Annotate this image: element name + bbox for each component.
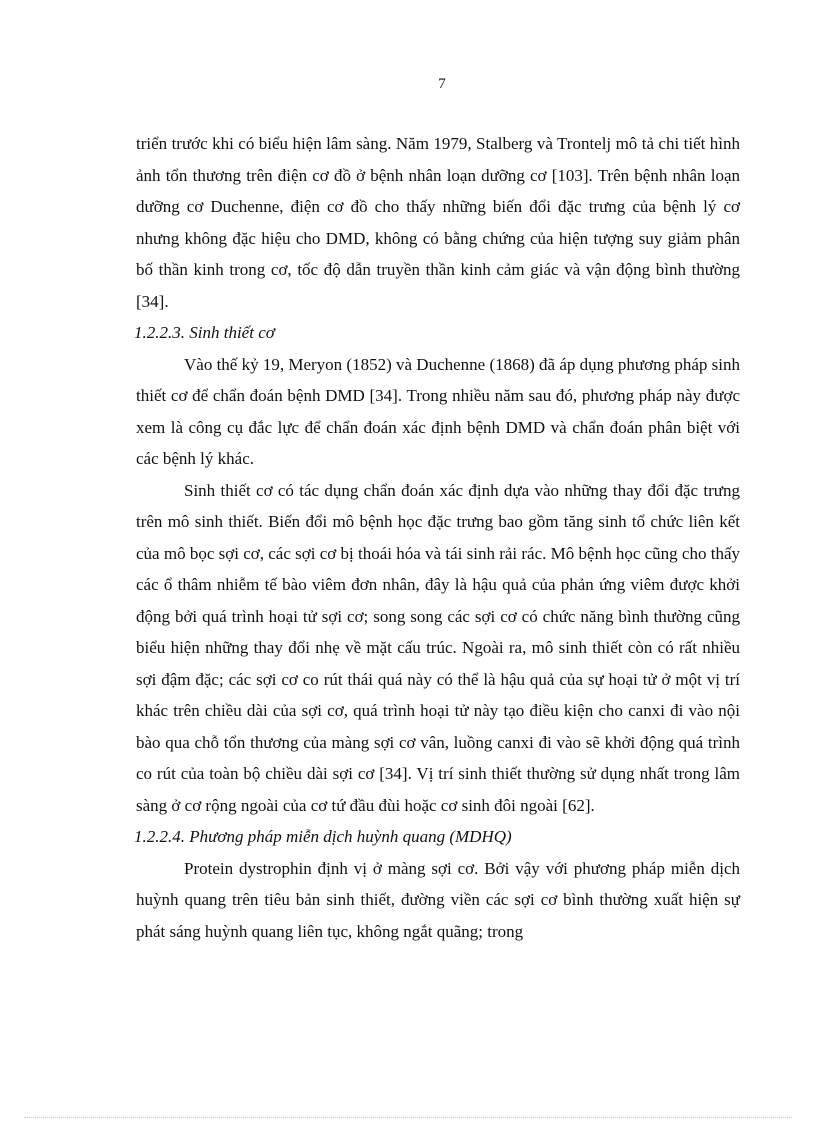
- paragraph-biopsy-history: Vào thế kỷ 19, Meryon (1852) và Duchenne (1868) đã áp dụng phương pháp sinh thiết cơ để chẩn đoán bệnh DMD [34]. Trong nhiều năm sau đó, phương pháp này được xem là công cụ đắc lực để chẩn đoán xác định bệnh DMD và chẩn đoán phân biệt với các bệnh lý khác.: [136, 354, 740, 468]
- heading-immunofluorescence: 1.2.2.4. Phương pháp miễn dịch huỳnh quang (MDHQ): [134, 827, 512, 846]
- heading-muscle-biopsy: 1.2.2.3. Sinh thiết cơ: [134, 323, 275, 342]
- page-number: 7: [438, 76, 446, 92]
- document-body: [136, 128, 740, 947]
- paragraph-emg-findings: triển trước khi có biểu hiện lâm sàng. Năm 1979, Stalberg và Trontelj mô tả chi tiết hình ảnh tổn thương trên điện cơ đồ ở bệnh nhân loạn dưỡng cơ [103]. Trên bệnh nhân loạn dưỡng cơ Duchenne, điện cơ đồ cho thấy những biến đổi đặc trưng của bệnh lý cơ nhưng không đặc hiệu cho DMD, không có bằng chứng của hiện tượng suy giảm phân bố thần kinh trong cơ, tốc độ dẫn truyền thần kinh cảm giác và vận động bình thường [34].: [136, 134, 740, 311]
- page-bottom-divider: [24, 1117, 792, 1118]
- paragraph-biopsy-histology: Sinh thiết cơ có tác dụng chẩn đoán xác định dựa vào những thay đổi đặc trưng trên mô sinh thiết. Biến đổi mô bệnh học đặc trưng bao gồm tăng sinh tổ chức liên kết của mô bọc sợi cơ, các sợi cơ bị thoái hóa và tái sinh rải rác. Mô bệnh học cũng cho thấy các ổ thâm nhiễm tế bào viêm đơn nhân, đây là hậu quả của phản ứng viêm được khởi động bởi quá trình hoại tử sợi cơ; song song các sợi cơ có chức năng bình thường cũng biểu hiện những thay đổi nhẹ về mặt cấu trúc. Ngoài ra, mô sinh thiết còn có rất nhiều sợi đậm đặc; các sợi cơ co rút thái quá này có thể là hậu quả của sự hoại tử ở một vị trí khác trên chiều dài của sợi cơ, quá trình hoại tử này tạo điều kiện cho canxi đi vào nội bào qua chỗ tổn thương của màng sợi cơ vân, luồng canxi đi vào sẽ khởi động quá trình co rút của toàn bộ chiều dài sợi cơ [34]. Vị trí sinh thiết thường sử dụng nhất trong lâm sàng ở cơ rộng ngoài của cơ tứ đầu đùi hoặc cơ sinh đôi ngoài [62].: [136, 480, 740, 815]
- paragraph-dystrophin: Protein dystrophin định vị ở màng sợi cơ. Bởi vậy với phương pháp miễn dịch huỳnh quang trên tiêu bản sinh thiết, đường viền các sợi cơ bình thường xuất hiện sự phát sáng huỳnh quang liên tục, không ngắt quãng; trong: [136, 858, 740, 941]
